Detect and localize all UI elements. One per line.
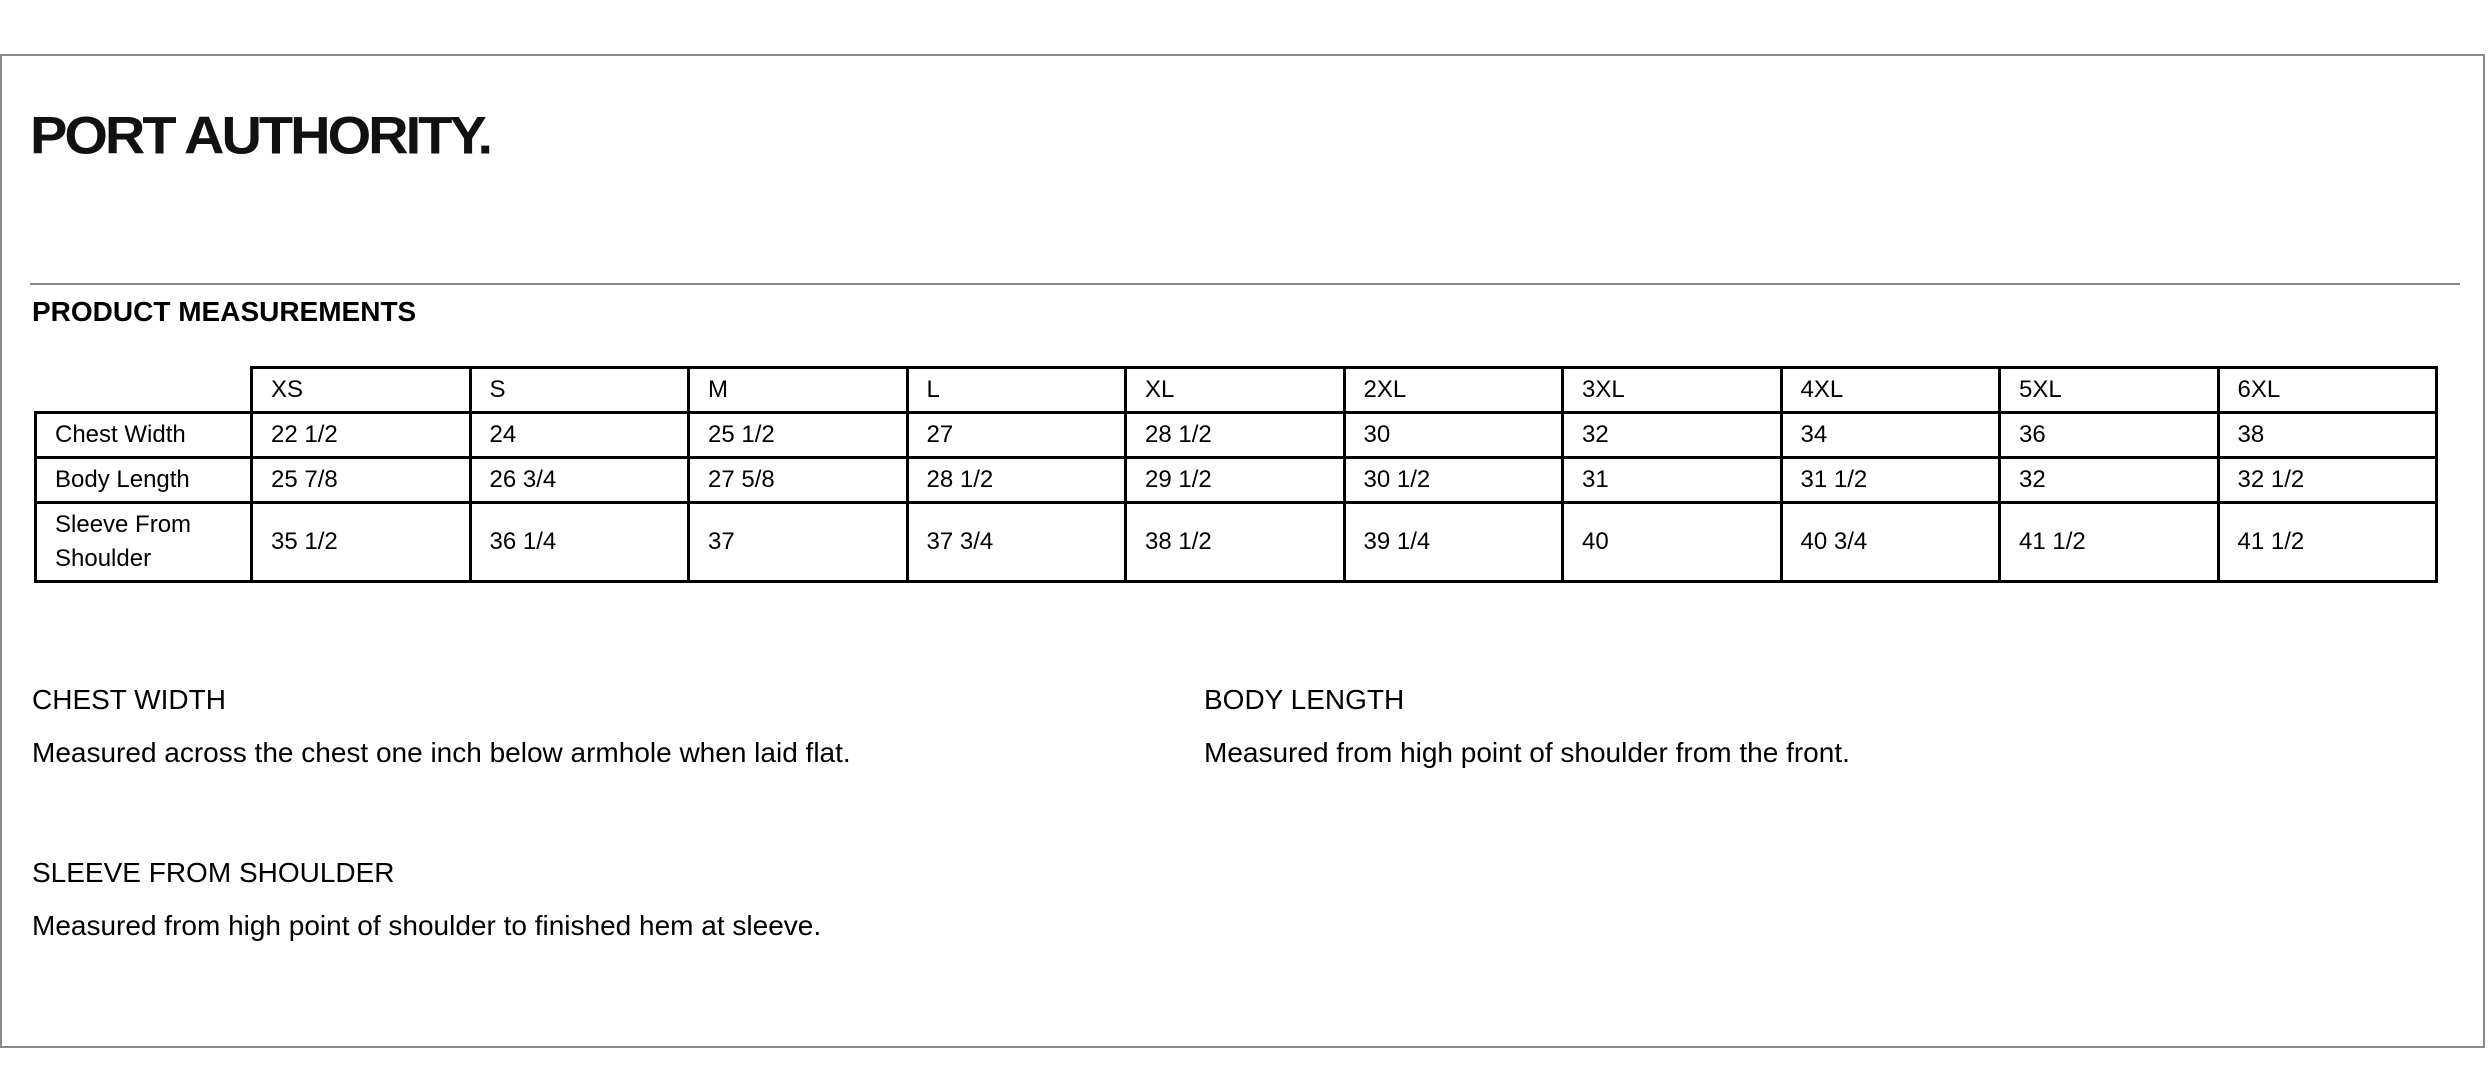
- size-header-cell: S: [470, 368, 689, 413]
- table-cell: 28 1/2: [907, 458, 1126, 503]
- sleeve-from-shoulder-description: Measured from high point of shoulder to finished hem at sleeve.: [32, 910, 822, 941]
- port-authority-logo: PORT AUTHORITY.: [30, 105, 491, 166]
- table-cell: 27 5/8: [689, 458, 908, 503]
- measurements-table: [34, 366, 2438, 583]
- size-header-cell: 2XL: [1344, 368, 1563, 413]
- table-row: [36, 413, 2437, 458]
- table-cell: 34: [1781, 413, 2000, 458]
- table-cell: 30 1/2: [1344, 458, 1563, 503]
- row-label-chest-width: Chest Width: [36, 413, 252, 458]
- table-cell: 32: [1563, 413, 1782, 458]
- row-label-body-length: Body Length: [36, 458, 252, 503]
- row-label-line: Sleeve From: [55, 511, 192, 538]
- row-label-line: Shoulder: [55, 545, 152, 572]
- size-header-row: [36, 368, 2437, 413]
- size-header-cell: L: [907, 368, 1126, 413]
- table-cell: 30: [1344, 413, 1563, 458]
- body-length-heading: BODY LENGTH: [1204, 684, 1405, 715]
- table-cell: 28 1/2: [1126, 413, 1345, 458]
- table-row: [36, 503, 2437, 582]
- table-cell: 24: [470, 413, 689, 458]
- table-row: [36, 458, 2437, 503]
- table-cell: 38: [2218, 413, 2437, 458]
- table-cell: 26 3/4: [470, 458, 689, 503]
- size-chart-sheet: [0, 54, 2485, 1048]
- table-cell: 39 1/4: [1344, 503, 1563, 582]
- size-header-cell: 3XL: [1563, 368, 1782, 413]
- header-divider: [30, 283, 2460, 285]
- body-length-description: Measured from high point of shoulder from the front.: [1204, 737, 1850, 768]
- row-label-sleeve-from-shoulder: [36, 503, 252, 582]
- table-cell: 35 1/2: [252, 503, 471, 582]
- table-cell: 37 3/4: [907, 503, 1126, 582]
- size-header-cell: XS: [252, 368, 471, 413]
- size-header-cell: XL: [1126, 368, 1345, 413]
- table-cell: 40 3/4: [1781, 503, 2000, 582]
- size-header-cell: 6XL: [2218, 368, 2437, 413]
- table-cell: 32 1/2: [2218, 458, 2437, 503]
- size-header-cell: 4XL: [1781, 368, 2000, 413]
- table-cell: 29 1/2: [1126, 458, 1345, 503]
- table-cell: 25 1/2: [689, 413, 908, 458]
- chest-width-heading: CHEST WIDTH: [32, 684, 226, 715]
- table-cell: 25 7/8: [252, 458, 471, 503]
- table-cell: 36: [2000, 413, 2219, 458]
- table-cell: 36 1/4: [470, 503, 689, 582]
- chest-width-description: Measured across the chest one inch below armhole when laid flat.: [32, 737, 851, 768]
- table-cell: 31: [1563, 458, 1782, 503]
- table-cell: 40: [1563, 503, 1782, 582]
- corner-cell: [36, 368, 252, 413]
- table-cell: 22 1/2: [252, 413, 471, 458]
- section-title: PRODUCT MEASUREMENTS: [32, 296, 417, 327]
- table-cell: 32: [2000, 458, 2219, 503]
- size-header-cell: 5XL: [2000, 368, 2219, 413]
- sleeve-from-shoulder-heading: SLEEVE FROM SHOULDER: [32, 857, 395, 888]
- table-cell: 41 1/2: [2000, 503, 2219, 582]
- table-cell: 31 1/2: [1781, 458, 2000, 503]
- table-cell: 41 1/2: [2218, 503, 2437, 582]
- size-header-cell: M: [689, 368, 908, 413]
- table-cell: 38 1/2: [1126, 503, 1345, 582]
- table-cell: 27: [907, 413, 1126, 458]
- table-cell: 37: [689, 503, 908, 582]
